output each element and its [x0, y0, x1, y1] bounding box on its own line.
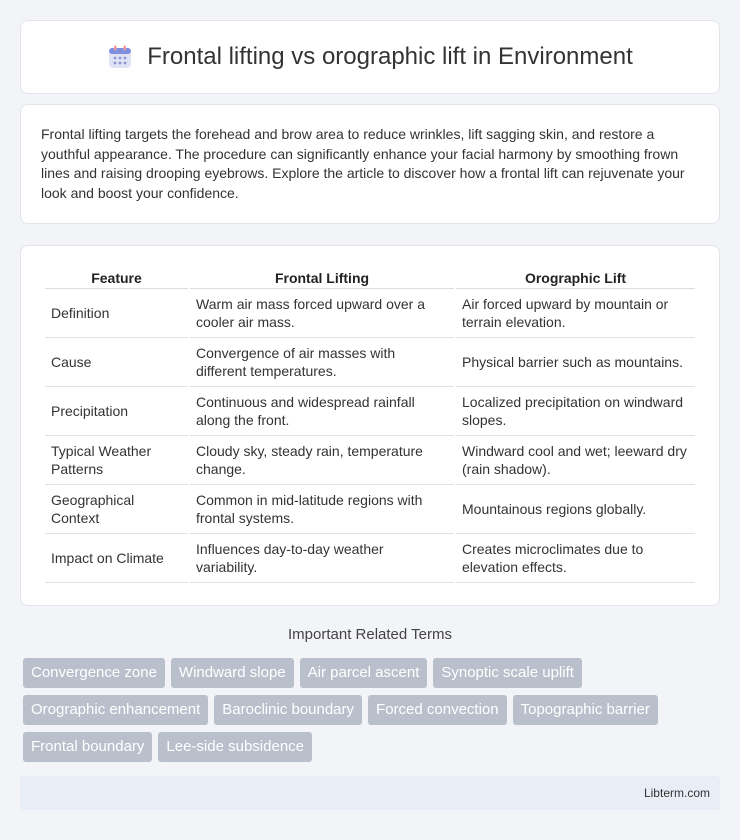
- footer: [20, 776, 720, 810]
- table-cell: Precipitation: [45, 387, 188, 436]
- comparison-card: [20, 245, 720, 606]
- table-cell: Typical Weather Patterns: [45, 436, 188, 485]
- table-cell: Cause: [45, 338, 188, 387]
- table-header: Frontal Lifting: [190, 266, 454, 289]
- table-cell: Convergence of air masses with different temperatures.: [190, 338, 454, 387]
- table-cell: Influences day-to-day weather variability.: [190, 534, 454, 583]
- related-terms-title: Important Related Terms: [288, 626, 452, 643]
- table-row: [45, 485, 695, 534]
- table-cell: Definition: [45, 289, 188, 338]
- related-term-tag[interactable]: Convergence zone: [23, 658, 165, 688]
- table-cell: Localized precipitation on windward slopes.: [456, 387, 695, 436]
- table-header-row: [45, 266, 695, 289]
- table-row: [45, 338, 695, 387]
- calendar-icon: [107, 44, 133, 70]
- table-row: [45, 387, 695, 436]
- intro-card: [20, 104, 720, 224]
- table-row: [45, 534, 695, 583]
- table-cell: Air forced upward by mountain or terrain elevation.: [456, 289, 695, 338]
- related-term-tag[interactable]: Orographic enhancement: [23, 695, 208, 725]
- related-term-tag[interactable]: Forced convection: [368, 695, 507, 725]
- related-term-tag[interactable]: Frontal boundary: [23, 732, 152, 762]
- table-cell: Warm air mass forced upward over a cooler air mass.: [190, 289, 454, 338]
- table-cell: Continuous and widespread rainfall along the front.: [190, 387, 454, 436]
- table-cell: Common in mid-latitude regions with frontal systems.: [190, 485, 454, 534]
- table-cell: Geographical Context: [45, 485, 188, 534]
- comparison-table: [43, 266, 697, 583]
- related-term-tag[interactable]: Synoptic scale uplift: [433, 658, 582, 688]
- table-cell: Mountainous regions globally.: [456, 485, 695, 534]
- footer-site-link[interactable]: Libterm.com: [643, 786, 710, 800]
- related-term-tag[interactable]: Air parcel ascent: [300, 658, 428, 688]
- related-term-tag[interactable]: Baroclinic boundary: [214, 695, 362, 725]
- table-cell: Impact on Climate: [45, 534, 188, 583]
- table-header: Feature: [45, 266, 188, 289]
- related-terms-list: [23, 658, 723, 762]
- related-term-tag[interactable]: Topographic barrier: [513, 695, 658, 725]
- table-cell: Cloudy sky, steady rain, temperature change.: [190, 436, 454, 485]
- related-term-tag[interactable]: Windward slope: [171, 658, 294, 688]
- intro-text: Frontal lifting targets the forehead and brow area to reduce wrinkles, lift sagging skin, and restore a youthful appearance. The procedure can significantly enhance your facial harmony by smoothing frown lines and raising drooping eyebrows. Explore the article to discover how a frontal lift can rejuvenate your look and boost your confidence.: [41, 126, 685, 201]
- table-cell: Creates microclimates due to elevation effects.: [456, 534, 695, 583]
- table-cell: Physical barrier such as mountains.: [456, 338, 695, 387]
- table-row: [45, 289, 695, 338]
- table-header: Orographic Lift: [456, 266, 695, 289]
- related-term-tag[interactable]: Lee-side subsidence: [158, 732, 312, 762]
- page-title: Frontal lifting vs orographic lift in Environment: [147, 43, 633, 70]
- header-card: [20, 20, 720, 94]
- table-cell: Windward cool and wet; leeward dry (rain shadow).: [456, 436, 695, 485]
- table-row: [45, 436, 695, 485]
